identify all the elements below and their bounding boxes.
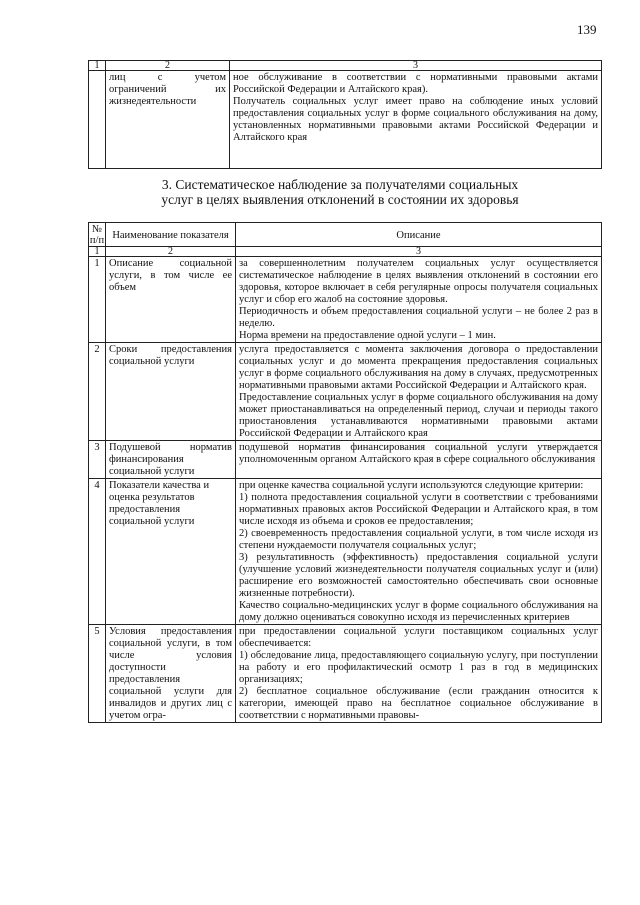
row-number-cell: 5: [89, 625, 106, 723]
top-continuation-table: [88, 60, 602, 169]
row-description-cell: [236, 625, 602, 723]
description-paragraph: 1) полнота предоставления социальной услуги в соответствии с требованиями нормативных правовых актов Российской Федерации и Алтайского края, в том числе исходя из объема и сроков ее предоставления;: [239, 492, 598, 527]
section-heading-line: 3. Систематическое наблюдение за получателями социальных: [161, 177, 519, 192]
section-heading: [120, 177, 560, 207]
description-paragraph: подушевой норматив финансирования социальной услуги утверждается уполномоченным органом Алтайского края в сфере социального обслуживания: [239, 442, 598, 465]
row-description-cell: [236, 343, 602, 441]
row-description-cell: [230, 71, 602, 169]
row-description-cell: [236, 479, 602, 625]
description-paragraph: Предоставление социальных услуг в форме социального обслуживания на дому может приостанавливаться на определенный период, случаи и периоды такого приостановления устанавливаются нормативными правовыми актами Российской Федерации и Алтайского края: [239, 392, 598, 439]
description-paragraph: услуга предоставляется с момента заключения договора о предоставлении социальных услуг и до момента прекращения предоставления социальных услуг в форме социального обслуживания на дому в случаях, предусмотренных нормативными правовыми актами Российской Федерации и Алтайского края.: [239, 344, 598, 391]
row-description-cell: [236, 441, 602, 479]
table-row: [89, 441, 602, 479]
table-row: [89, 479, 602, 625]
description-paragraph: 2) своевременность предоставления социальной услуги, в том числе исходя из степени нуждаемости получателя социальных услуг;: [239, 528, 598, 551]
description-paragraph: Получатель социальных услуг имеет право на соблюдение иных условий предоставления социальных услуг в форме социального обслуживания на дому, установленных нормативными правовыми актами Российской Федерации и Алтайского края: [233, 96, 598, 143]
col-number-3: 3: [230, 61, 602, 71]
description-paragraph: 1) обследование лица, предоставляющего социальную услугу, при поступлении на работу и его профилактический осмотр 1 раз в год в медицинских организациях;: [239, 650, 598, 685]
row-number-cell: 1: [89, 257, 106, 343]
row-number-cell: [89, 71, 106, 169]
page-number: 139: [577, 22, 597, 37]
header-description: Описание: [236, 223, 602, 247]
table-row: [89, 71, 602, 169]
row-name-cell: лиц с учетом ограничений их жизнедеятельности: [106, 71, 230, 169]
row-number-cell: 2: [89, 343, 106, 441]
description-paragraph: Периодичность и объем предоставления социальной услуги – не более 2 раз в неделю.: [239, 306, 598, 329]
row-name-cell: Описание социальной услуги, в том числе ее объем: [106, 257, 236, 343]
column-number-row: [89, 247, 602, 257]
row-number-cell: 3: [89, 441, 106, 479]
col-number-2: 2: [106, 247, 236, 257]
col-number-1: 1: [89, 247, 106, 257]
row-name-cell: Сроки предоставления социальной услуги: [106, 343, 236, 441]
description-paragraph: Качество социально-медицинских услуг в форме социального обслуживания на дому должно оцениваться совокупно исходя из перечисленных критериев: [239, 600, 598, 623]
col-number-1: 1: [89, 61, 106, 71]
table-row: [89, 343, 602, 441]
description-paragraph: за совершеннолетним получателем социальных услуг осуществляется систематическое наблюдение в целях выявления отклонений в состоянии его здоровья, которое включает в себя регулярные опросы получателя социальных услуг и сбор его жалоб на состояние здоровья.: [239, 258, 598, 305]
description-paragraph: Норма времени на предоставление одной услуги – 1 мин.: [239, 330, 496, 341]
col-number-2: 2: [106, 61, 230, 71]
row-name-cell: Подушевой норматив финансирования социальной услуги: [106, 441, 236, 479]
header-num: № п/п: [89, 224, 105, 246]
row-name-cell: Показатели качества и оценка результатов предоставления социальной услуги: [106, 479, 236, 625]
description-paragraph: 2) бесплатное социальное обслуживание (если гражданин относится к категории, имеющей право на бесплатное социальное обслуживание в соответствии с нормативными правовы-: [239, 686, 598, 721]
row-description-cell: [236, 257, 602, 343]
col-number-3: 3: [236, 247, 602, 257]
row-name-cell: Условия предоставления социальной услуги, в том числе условия доступности предоставления социальной услуги для инвалидов и других лиц с учетом огра-: [106, 625, 236, 723]
table-row: [89, 257, 602, 343]
description-paragraph: 3) результативность (эффективность) предоставления социальной услуги (улучшение условий жизнедеятельности получателя социальных услуг и (или) расширение его возможностей самостоятельно обеспечивать свои основные жизненные потребности).: [239, 552, 598, 599]
column-number-row: [89, 61, 602, 71]
row-number-cell: 4: [89, 479, 106, 625]
header-row: [89, 223, 602, 247]
main-table: [88, 222, 602, 723]
section-heading-line: услуг в целях выявления отклонений в состоянии их здоровья: [161, 192, 519, 207]
description-paragraph: при оценке качества социальной услуги используются следующие критерии:: [239, 480, 584, 491]
header-name: Наименование показателя: [106, 223, 236, 247]
description-paragraph: при предоставлении социальной услуги поставщиком социальных услуг обеспечивается:: [239, 626, 598, 649]
description-paragraph: ное обслуживание в соответствии с нормативными правовыми актами Российской Федерации и Алтайского края).: [233, 72, 598, 95]
table-row: [89, 625, 602, 723]
